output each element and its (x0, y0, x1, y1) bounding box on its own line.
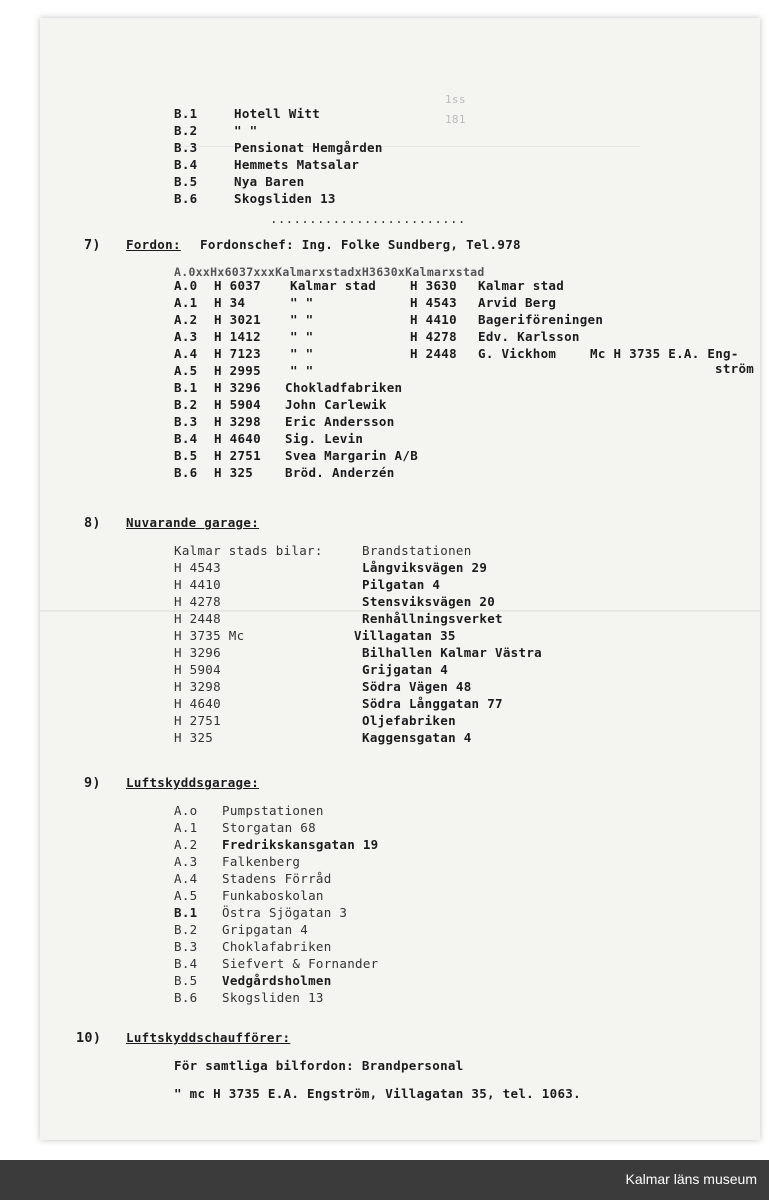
garage-left: H 4640 (174, 696, 221, 711)
vehicle-reg: H 325 (214, 465, 254, 480)
garage-right: Södra Långgatan 77 (362, 696, 503, 711)
garage-left: Kalmar stads bilar: (174, 543, 323, 558)
shelter-name: Vedgårdsholmen (222, 973, 332, 988)
garage-left: H 2448 (174, 611, 221, 626)
shelter-name: Storgatan 68 (222, 820, 316, 835)
vehicle-owner: John Carlewik (285, 397, 387, 412)
shelter-code: A.o (174, 803, 198, 818)
vehicle-owner: " " (290, 329, 314, 344)
shelter-name: Östra Sjögatan 3 (222, 905, 348, 920)
vehicle-owner: Arvid Berg (478, 295, 557, 310)
garage-left: H 3296 (174, 645, 221, 660)
vehicle-reg: H 2448 (410, 346, 457, 361)
vehicle-owner: Svea Margarin A/B (285, 448, 419, 463)
vehicle-reg: H 1412 (214, 329, 261, 344)
garage-left: H 4410 (174, 577, 221, 592)
vehicle-code: A.2 (174, 312, 198, 327)
vehicle-reg: H 3296 (214, 380, 261, 395)
shelter-code: A.1 (174, 820, 198, 835)
shelter-code: A.3 (174, 854, 198, 869)
shelter-name: Stadens Förråd (222, 871, 332, 886)
vehicle-reg: H 3021 (214, 312, 261, 327)
garage-left: H 3735 Mc (174, 628, 245, 643)
vehicle-reg: H 3630 (410, 278, 457, 293)
garage-right: Grijgatan 4 (362, 662, 449, 677)
shelter-name: Siefvert & Fornander (222, 956, 379, 971)
vehicle-owner: Bageriföreningen (478, 312, 604, 327)
extra-note: ström (715, 361, 755, 376)
b-name: Hotell Witt (234, 106, 321, 121)
vehicle-owner: Bröd. Anderzén (285, 465, 395, 480)
vehicle-code: B.1 (174, 380, 198, 395)
shelter-code: B.6 (174, 990, 198, 1005)
shelter-code: B.5 (174, 973, 198, 988)
section-text: Fordonschef: Ing. Folke Sundberg, Tel.978 (200, 237, 521, 252)
vehicle-reg: H 2995 (214, 363, 261, 378)
vehicle-reg: H 7123 (214, 346, 261, 361)
garage-right: Villagatan 35 (354, 628, 456, 643)
shelter-code: A.2 (174, 837, 198, 852)
vehicle-reg: H 4410 (410, 312, 457, 327)
vehicle-code: B.5 (174, 448, 198, 463)
section-title: Fordon: (126, 237, 181, 252)
garage-right: Södra Vägen 48 (362, 679, 472, 694)
shelter-name: Funkaboskolan (222, 888, 324, 903)
b-code: B.6 (174, 191, 198, 206)
garage-right: Pilgatan 4 (362, 577, 441, 592)
shelter-name: Fredrikskansgatan 19 (222, 837, 379, 852)
vehicle-code: B.6 (174, 465, 198, 480)
garage-right: Renhållningsverket (362, 611, 503, 626)
vehicle-owner: Eric Andersson (285, 414, 395, 429)
b-code: B.2 (174, 123, 198, 138)
vehicle-reg: H 4640 (214, 431, 261, 446)
garage-right: Brandstationen (362, 543, 472, 558)
vehicle-reg: H 3298 (214, 414, 261, 429)
vehicle-reg: H 4278 (410, 329, 457, 344)
vehicle-owner: " " (290, 346, 314, 361)
section-title: Luftskyddschaufförer: (126, 1030, 291, 1045)
shelter-name: Skogsliden 13 (222, 990, 324, 1005)
garage-left: H 4543 (174, 560, 221, 575)
garage-left: H 3298 (174, 679, 221, 694)
vehicle-owner: Chokladfabriken (285, 380, 403, 395)
garage-left: H 325 (174, 730, 214, 745)
separator-dots: ......................... (270, 211, 466, 226)
garage-left: H 2751 (174, 713, 221, 728)
b-code: B.3 (174, 140, 198, 155)
shelter-code: B.3 (174, 939, 198, 954)
garage-right: Långviksvägen 29 (362, 560, 488, 575)
section-number: 10) (76, 1030, 102, 1046)
header-mark: 181 (445, 113, 466, 126)
vehicle-code: A.3 (174, 329, 198, 344)
document-page (40, 18, 760, 1140)
vehicle-code: A.4 (174, 346, 198, 361)
shelter-code: A.5 (174, 888, 198, 903)
extra-note: Mc H 3735 E.A. Eng- (590, 346, 739, 361)
museum-footer (0, 1160, 769, 1200)
section-title: Luftskyddsgarage: (126, 775, 260, 790)
garage-left: H 4278 (174, 594, 221, 609)
vehicle-owner: " " (290, 295, 314, 310)
b-code: B.4 (174, 157, 198, 172)
b-code: B.5 (174, 174, 198, 189)
shelter-code: B.1 (174, 905, 198, 920)
vehicle-owner: " " (290, 312, 314, 327)
vehicle-owner: G. Vickhom (478, 346, 557, 361)
shelter-code: A.4 (174, 871, 198, 886)
vehicle-code: B.2 (174, 397, 198, 412)
shelter-name: Falkenberg (222, 854, 301, 869)
garage-right: Stensviksvägen 20 (362, 594, 496, 609)
b-code: B.1 (174, 106, 198, 121)
garage-right: Oljefabriken (362, 713, 456, 728)
vehicle-code: A.1 (174, 295, 198, 310)
vehicle-code: B.3 (174, 414, 198, 429)
section-title: Nuvarande garage: (126, 515, 260, 530)
garage-left: H 5904 (174, 662, 221, 677)
vehicle-code: B.4 (174, 431, 198, 446)
vehicle-reg: H 2751 (214, 448, 261, 463)
vehicle-code: A.5 (174, 363, 198, 378)
b-name: Hemmets Matsalar (234, 157, 360, 172)
vehicle-reg: H 6037 (214, 278, 261, 293)
section-number: 7) (84, 237, 101, 253)
vehicle-owner: Kalmar stad (478, 278, 565, 293)
museum-label: Kalmar läns museum (625, 1171, 757, 1187)
section-number: 9) (84, 775, 101, 791)
b-name: Nya Baren (234, 174, 305, 189)
vehicle-owner: Edv. Karlsson (478, 329, 580, 344)
b-name: Pensionat Hemgården (234, 140, 383, 155)
driver-line: För samtliga bilfordon: Brandpersonal (174, 1058, 464, 1073)
shelter-code: B.2 (174, 922, 198, 937)
vehicle-owner: Kalmar stad (290, 278, 377, 293)
shelter-name: Gripgatan 4 (222, 922, 309, 937)
vehicle-code: A.0 (174, 278, 198, 293)
b-name: Skogsliden 13 (234, 191, 336, 206)
header-mark: 1ss (445, 93, 466, 106)
vehicle-reg: H 34 (214, 295, 246, 310)
driver-line: " mc H 3735 E.A. Engström, Villagatan 35, tel. 1063. (174, 1086, 581, 1101)
vehicle-owner: " " (290, 363, 314, 378)
shelter-name: Pumpstationen (222, 803, 324, 818)
shelter-code: B.4 (174, 956, 198, 971)
b-name: " " (234, 123, 258, 138)
vehicle-owner: Sig. Levin (285, 431, 364, 446)
vehicle-reg: H 4543 (410, 295, 457, 310)
struck-line: A.0xxHx6037xxxKalmarxstadxH3630xKalmarxstad (174, 265, 485, 279)
shelter-name: Choklafabriken (222, 939, 332, 954)
garage-right: Bilhallen Kalmar Västra (362, 645, 542, 660)
garage-right: Kaggensgatan 4 (362, 730, 472, 745)
vehicle-reg: H 5904 (214, 397, 261, 412)
section-number: 8) (84, 515, 101, 531)
